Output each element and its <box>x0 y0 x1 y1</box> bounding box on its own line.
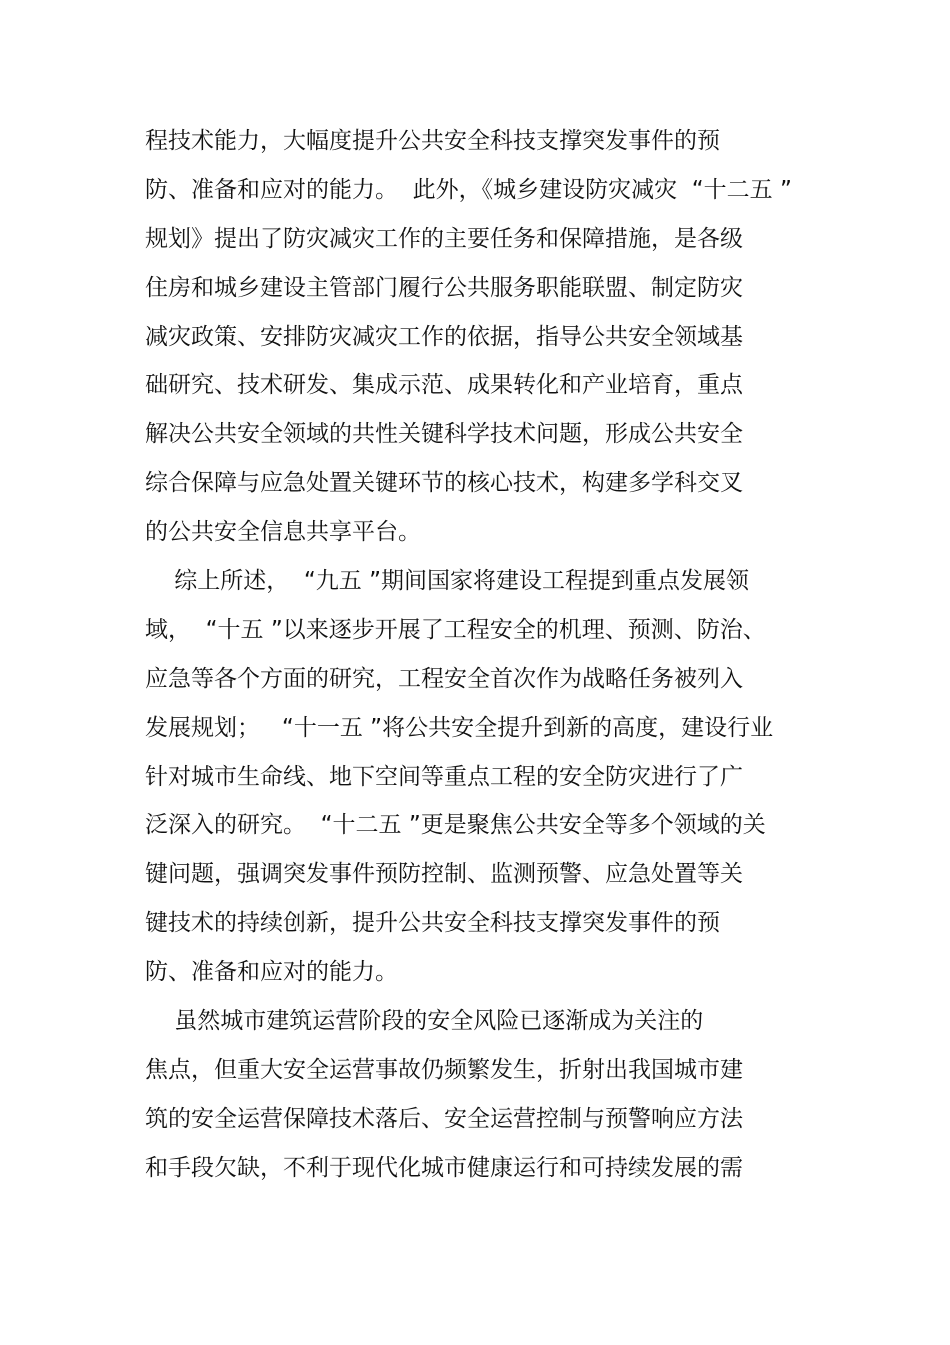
text-line: 综上所述， “九五 ”期间国家将建设工程提到重点发展领 <box>145 568 750 595</box>
text-line: 泛深入的研究。 “十二五 ”更是聚焦公共安全等多个领域的关 <box>145 812 766 839</box>
text-line: 防、准备和应对的能力。 此外，《城乡建设防灾减灾 “十二五 ” <box>145 176 792 203</box>
text-line: 域， “十五 ”以来逐步开展了工程安全的机理、预测、防治、 <box>145 616 766 643</box>
text-line: 住房和城乡建设主管部门履行公共服务职能联盟、制定防灾 <box>145 274 743 301</box>
text-line: 解决公共安全领域的共性关键科学技术问题，形成公共安全 <box>145 421 743 448</box>
text-line: 针对城市生命线、地下空间等重点工程的安全防灾进行了广 <box>145 763 743 790</box>
text-line: 键技术的持续创新，提升公共安全科技支撑突发事件的预 <box>145 910 720 937</box>
text-line: 程技术能力，大幅度提升公共安全科技支撑突发事件的预 <box>145 128 720 154</box>
text-line: 发展规划； “十一五 ”将公共安全提升到新的高度，建设行业 <box>145 714 774 741</box>
text-line: 和手段欠缺，不利于现代化城市健康运行和可持续发展的需 <box>145 1154 743 1181</box>
body-text <box>145 117 792 1193</box>
text-line: 综合保障与应急处置关键环节的核心技术，构建多学科交叉 <box>145 470 743 497</box>
text-line: 础研究、技术研发、集成示范、成果转化和产业培育，重点 <box>145 372 743 399</box>
text-line: 虽然城市建筑运营阶段的安全风险已逐渐成为关注的 <box>145 1008 704 1035</box>
text-line: 的公共安全信息共享平台。 <box>145 519 421 546</box>
text-line: 筑的安全运营保障技术落后、安全运营控制与预警响应方法 <box>145 1105 743 1132</box>
text-line: 减灾政策、安排防灾减灾工作的依据，指导公共安全领域基 <box>145 323 743 350</box>
text-line: 焦点，但重大安全运营事故仍频繁发生，折射出我国城市建 <box>145 1056 743 1083</box>
text-line: 防、准备和应对的能力。 <box>145 959 398 986</box>
text-line: 键问题，强调突发事件预防控制、监测预警、应急处置等关 <box>145 861 743 888</box>
text-line: 应急等各个方面的研究，工程安全首次作为战略任务被列入 <box>145 665 743 692</box>
text-line: 规划》提出了防灾减灾工作的主要任务和保障措施，是各级 <box>145 225 743 252</box>
